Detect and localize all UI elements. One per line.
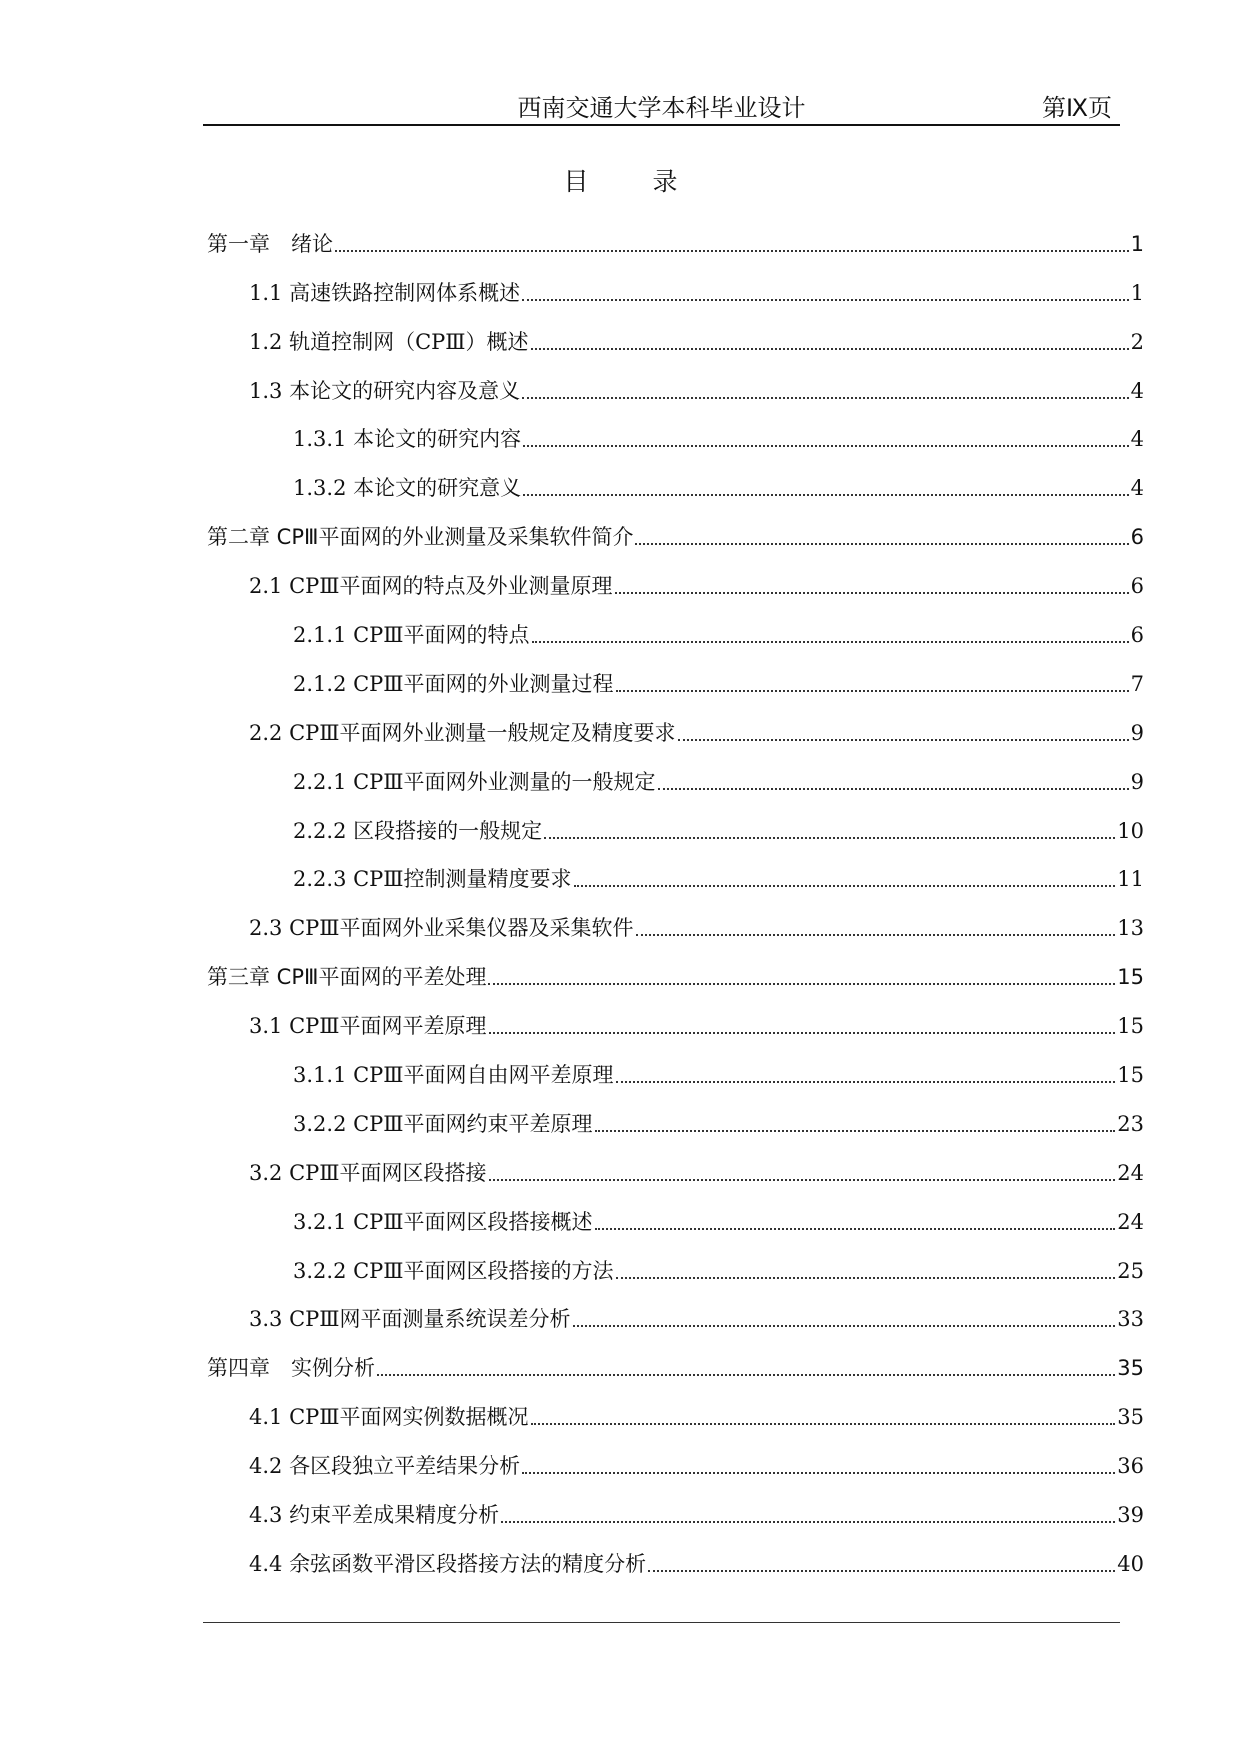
toc-entry-label: 第一章 绪论 [207, 231, 333, 256]
dot-leader [335, 249, 1129, 252]
toc-entry-label: 1.2 轨道控制网（CPⅢ）概述 [249, 329, 529, 354]
dot-leader [574, 884, 1116, 887]
toc-entry-label: 4.1 CPⅢ平面网实例数据概况 [249, 1405, 529, 1430]
dot-leader [616, 1080, 1116, 1083]
toc-entry[interactable] [207, 306, 1144, 355]
toc-entry-page: 6 [1130, 623, 1144, 648]
dot-leader [501, 1520, 1115, 1523]
dot-leader [615, 591, 1129, 594]
toc-entry-label: 4.2 各区段独立平差结果分析 [249, 1454, 521, 1479]
toc-entry-page: 4 [1130, 476, 1144, 501]
toc-entry-page: 1 [1130, 231, 1144, 256]
dot-leader [595, 1227, 1116, 1230]
toc-entry[interactable] [207, 795, 1144, 844]
toc-entry[interactable] [207, 746, 1144, 795]
toc-entry-page: 1 [1130, 280, 1144, 305]
toc-entry-label: 第二章 CPⅢ平面网的外业测量及采集软件简介 [207, 525, 634, 550]
toc-entry[interactable] [207, 1479, 1144, 1528]
dot-leader [678, 738, 1129, 741]
toc-entry-label: 2.2.2 区段搭接的一般规定 [293, 818, 543, 843]
toc-entry-label: 1.3.2 本论文的研究意义 [293, 476, 522, 501]
dot-leader [377, 1373, 1115, 1376]
toc-entry-page: 36 [1117, 1454, 1144, 1479]
toc-entry-page: 4 [1130, 378, 1144, 403]
toc-entry-label: 1.3 本论文的研究内容及意义 [249, 378, 521, 403]
dot-leader [648, 1569, 1115, 1572]
toc-entry[interactable] [207, 1039, 1144, 1088]
header-page-number: 第Ⅸ页 [1041, 94, 1112, 122]
toc-entry-page: 9 [1130, 720, 1144, 745]
toc-entry-page: 15 [1117, 1063, 1144, 1088]
dot-leader [489, 1031, 1116, 1034]
toc-entry[interactable] [207, 941, 1144, 990]
dot-leader [635, 542, 1128, 545]
toc-entry-page: 13 [1117, 916, 1144, 941]
toc-entry-page: 39 [1117, 1503, 1144, 1528]
toc-entry[interactable] [207, 501, 1144, 550]
dot-leader [522, 298, 1129, 301]
header-title: 西南交通大学本科毕业设计 [517, 94, 806, 122]
dot-leader [531, 347, 1129, 350]
toc-entry-page: 2 [1130, 329, 1144, 354]
dot-leader [522, 1471, 1115, 1474]
toc-entry-label: 3.2.2 CPⅢ平面网区段搭接的方法 [293, 1258, 614, 1283]
toc-entry-page: 15 [1117, 1014, 1144, 1039]
toc-entry-page: 15 [1117, 965, 1144, 990]
toc-entry[interactable] [207, 1235, 1144, 1284]
toc-entry-page: 6 [1130, 574, 1144, 599]
page-header [203, 84, 1120, 126]
toc-entry[interactable] [207, 1332, 1144, 1381]
toc-entry-page: 10 [1117, 818, 1144, 843]
dot-leader [636, 933, 1116, 936]
toc-entry-label: 第四章 实例分析 [207, 1356, 375, 1381]
dot-leader [488, 982, 1115, 985]
dot-leader [595, 1129, 1116, 1132]
toc-entry-label: 3.2.1 CPⅢ平面网区段搭接概述 [293, 1209, 593, 1234]
dot-leader [489, 1178, 1116, 1181]
dot-leader [544, 836, 1115, 839]
toc-entry[interactable] [207, 648, 1144, 697]
toc-entry[interactable] [207, 892, 1144, 941]
toc-entry[interactable] [207, 1430, 1144, 1479]
toc-entry-page: 33 [1117, 1307, 1144, 1332]
toc-entry[interactable] [207, 697, 1144, 746]
toc-entry-label: 3.3 CPⅢ网平面测量系统误差分析 [249, 1307, 571, 1332]
dot-leader [523, 493, 1129, 496]
toc-entry-label: 2.1 CPⅢ平面网的特点及外业测量原理 [249, 574, 613, 599]
toc-entry[interactable] [207, 1381, 1144, 1430]
toc-entry-label: 2.3 CPⅢ平面网外业采集仪器及采集软件 [249, 916, 634, 941]
dot-leader [573, 1324, 1116, 1327]
toc-entry-page: 23 [1117, 1111, 1144, 1136]
toc-entry[interactable] [207, 1186, 1144, 1235]
toc-entry-page: 9 [1130, 769, 1144, 794]
dot-leader [616, 689, 1129, 692]
toc-entry-page: 24 [1117, 1209, 1144, 1234]
toc-entry-label: 4.3 约束平差成果精度分析 [249, 1503, 500, 1528]
toc-entry-page: 4 [1130, 427, 1144, 452]
toc-entry-label: 2.1.2 CPⅢ平面网的外业测量过程 [293, 671, 614, 696]
dot-leader [522, 396, 1129, 399]
dot-leader [523, 444, 1129, 447]
toc-entry-label: 2.2.3 CPⅢ控制测量精度要求 [293, 867, 572, 892]
toc-entry-label: 2.2 CPⅢ平面网外业测量一般规定及精度要求 [249, 720, 676, 745]
dot-leader [532, 640, 1129, 643]
dot-leader [531, 1422, 1116, 1425]
toc-entry-page: 24 [1117, 1160, 1144, 1185]
toc-entry[interactable] [207, 452, 1144, 501]
toc-entry-label: 第三章 CPⅢ平面网的平差处理 [207, 965, 487, 990]
dot-leader [658, 787, 1129, 790]
toc-entry-label: 3.2.2 CPⅢ平面网约束平差原理 [293, 1111, 593, 1136]
toc-entry[interactable] [207, 257, 1144, 306]
toc-entry-label: 4.4 余弦函数平滑区段搭接方法的精度分析 [249, 1551, 647, 1576]
toc-entry-label: 3.1.1 CPⅢ平面网自由网平差原理 [293, 1063, 614, 1088]
toc-entry-page: 11 [1117, 867, 1144, 892]
toc-entry[interactable] [207, 355, 1144, 404]
footer-rule [203, 1622, 1120, 1623]
toc-entry-label: 3.2 CPⅢ平面网区段搭接 [249, 1160, 487, 1185]
toc-entry-page: 40 [1117, 1551, 1144, 1576]
toc-entry-page: 7 [1130, 671, 1144, 696]
toc-entry[interactable] [207, 599, 1144, 648]
toc-entry[interactable] [207, 1088, 1144, 1137]
toc-entry-label: 1.3.1 本论文的研究内容 [293, 427, 522, 452]
toc-entry[interactable] [207, 1528, 1144, 1577]
toc-entry[interactable] [207, 844, 1144, 893]
toc-entry-page: 25 [1117, 1258, 1144, 1283]
table-of-contents [207, 208, 1144, 1577]
toc-entry-label: 2.2.1 CPⅢ平面网外业测量的一般规定 [293, 769, 656, 794]
toc-entry[interactable] [207, 1137, 1144, 1186]
toc-entry-label: 1.1 高速铁路控制网体系概述 [249, 280, 521, 305]
toc-entry-label: 3.1 CPⅢ平面网平差原理 [249, 1014, 487, 1039]
toc-entry[interactable] [207, 1284, 1144, 1333]
toc-entry-page: 35 [1117, 1405, 1144, 1430]
toc-entry[interactable] [207, 990, 1144, 1039]
toc-entry-page: 6 [1130, 525, 1144, 550]
toc-entry[interactable] [207, 208, 1144, 257]
toc-entry[interactable] [207, 404, 1144, 453]
dot-leader [616, 1276, 1116, 1279]
toc-title: 目录 [563, 167, 742, 196]
toc-entry-label: 2.1.1 CPⅢ平面网的特点 [293, 623, 530, 648]
toc-entry-page: 35 [1117, 1356, 1144, 1381]
toc-entry[interactable] [207, 550, 1144, 599]
